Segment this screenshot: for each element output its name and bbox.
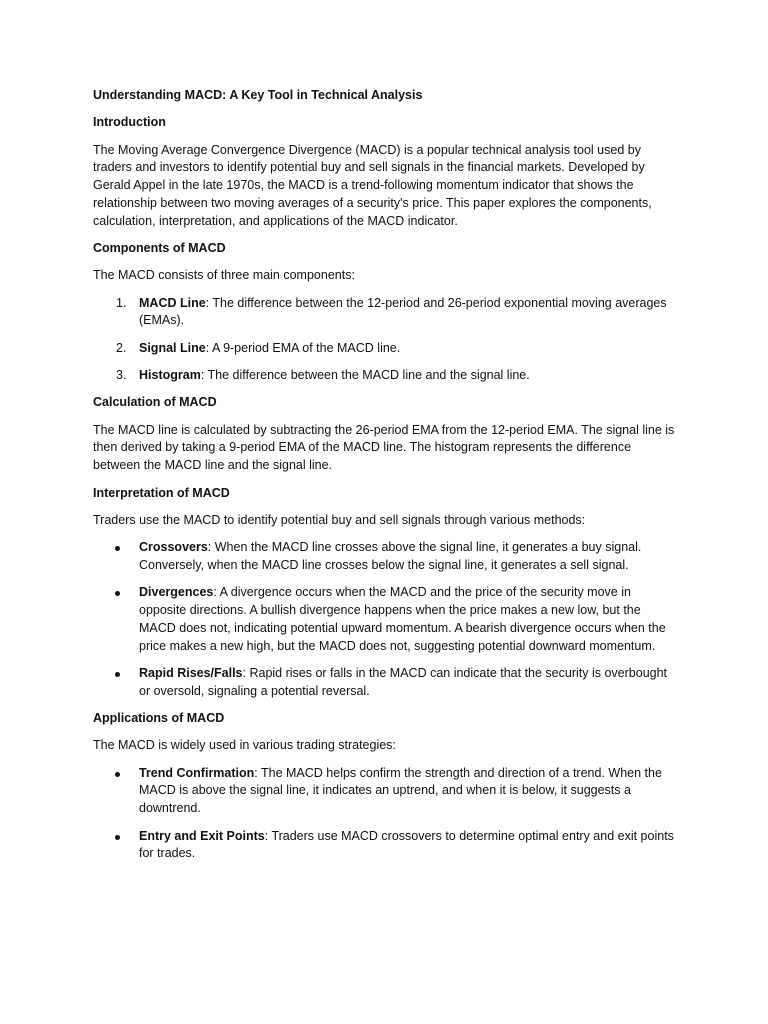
list-item xyxy=(93,367,677,385)
list-item-term: MACD Line xyxy=(139,295,206,310)
list-item xyxy=(93,295,677,331)
list-number: 2. xyxy=(116,340,127,355)
list-item-term: Divergences xyxy=(139,585,214,600)
interpretation-intro-paragraph: Traders use the MACD to identify potential buy and sell signals through various methods: xyxy=(93,512,586,527)
list-item-text: : The difference between the 12-period and 26-period exponential moving averages (EMAs). xyxy=(139,295,667,328)
calculation-paragraph: The MACD line is calculated by subtracting the 26-period EMA from the 12-period EMA. The signal line is then derived by taking a 9-period EMA of the MACD line. The histogram represents the difference between the MACD line and the signal line. xyxy=(93,422,675,473)
list-item xyxy=(93,584,677,655)
list-item xyxy=(93,828,677,864)
list-item-text: : Rapid rises or falls in the MACD can indicate that the security is overbought or oversold, signaling a potential reversal. xyxy=(139,665,668,698)
section-heading-applications: Applications of MACD xyxy=(93,711,225,726)
list-item-term: Rapid Rises/Falls xyxy=(139,665,243,680)
list-item-term: Crossovers xyxy=(139,540,208,555)
bullet-icon xyxy=(115,591,120,596)
section-heading-introduction: Introduction xyxy=(93,115,166,130)
introduction-paragraph: The Moving Average Convergence Divergence (MACD) is a popular technical analysis tool used by traders and investors to identify potential buy and sell signals in the financial markets. Developed by Gerald Appel in the late 1970s, the MACD is a trend-following momentum indicator that shows the relationship between two moving averages of a security's price. This paper explores the components, calculation, interpretation, and applications of the MACD indicator. xyxy=(93,142,652,228)
interpretation-bullet-list xyxy=(93,539,677,700)
components-numbered-list xyxy=(93,295,677,385)
components-intro-paragraph: The MACD consists of three main components: xyxy=(93,268,355,283)
list-item-term: Trend Confirmation xyxy=(139,765,255,780)
bullet-icon xyxy=(115,672,120,677)
list-item-term: Signal Line xyxy=(139,340,206,355)
list-item xyxy=(93,340,677,358)
list-number: 3. xyxy=(116,368,127,383)
document-title: Understanding MACD: A Key Tool in Technical Analysis xyxy=(93,88,423,102)
section-heading-components: Components of MACD xyxy=(93,241,226,256)
list-item-term: Histogram xyxy=(139,368,201,383)
section-heading-calculation: Calculation of MACD xyxy=(93,395,217,410)
list-item xyxy=(93,665,677,701)
list-item-text: : Traders use MACD crossovers to determine optimal entry and exit points for trades. xyxy=(139,828,674,861)
list-number: 1. xyxy=(116,295,127,310)
bullet-icon xyxy=(115,546,120,551)
section-heading-interpretation: Interpretation of MACD xyxy=(93,485,230,500)
list-item xyxy=(93,765,677,818)
applications-bullet-list xyxy=(93,765,677,863)
list-item-text: : The MACD helps confirm the strength and direction of a trend. When the MACD is above the signal line, it indicates an uptrend, and when it is below, it suggests a downtrend. xyxy=(139,765,662,816)
list-item xyxy=(93,539,677,575)
list-item-text: : When the MACD line crosses above the signal line, it generates a buy signal. Conversely, when the MACD line crosses below the signal line, it generates a sell signal. xyxy=(139,540,642,572)
document-body xyxy=(93,87,677,873)
bullet-icon xyxy=(115,835,120,840)
applications-intro-paragraph: The MACD is widely used in various trading strategies: xyxy=(93,738,396,753)
list-item-text: : The difference between the MACD line and the signal line. xyxy=(200,368,530,383)
list-item-text: : A 9-period EMA of the MACD line. xyxy=(205,340,401,355)
list-item-text: : A divergence occurs when the MACD and the price of the security move in opposite directions. A bullish divergence happens when the price makes a new low, but the MACD does not, indicating potential upward momentum. A bearish divergence occurs when the price makes a new high, but the MACD does not, suggesting potential downward momentum. xyxy=(139,585,666,653)
bullet-icon xyxy=(115,772,120,777)
list-item-term: Entry and Exit Points xyxy=(139,828,265,843)
